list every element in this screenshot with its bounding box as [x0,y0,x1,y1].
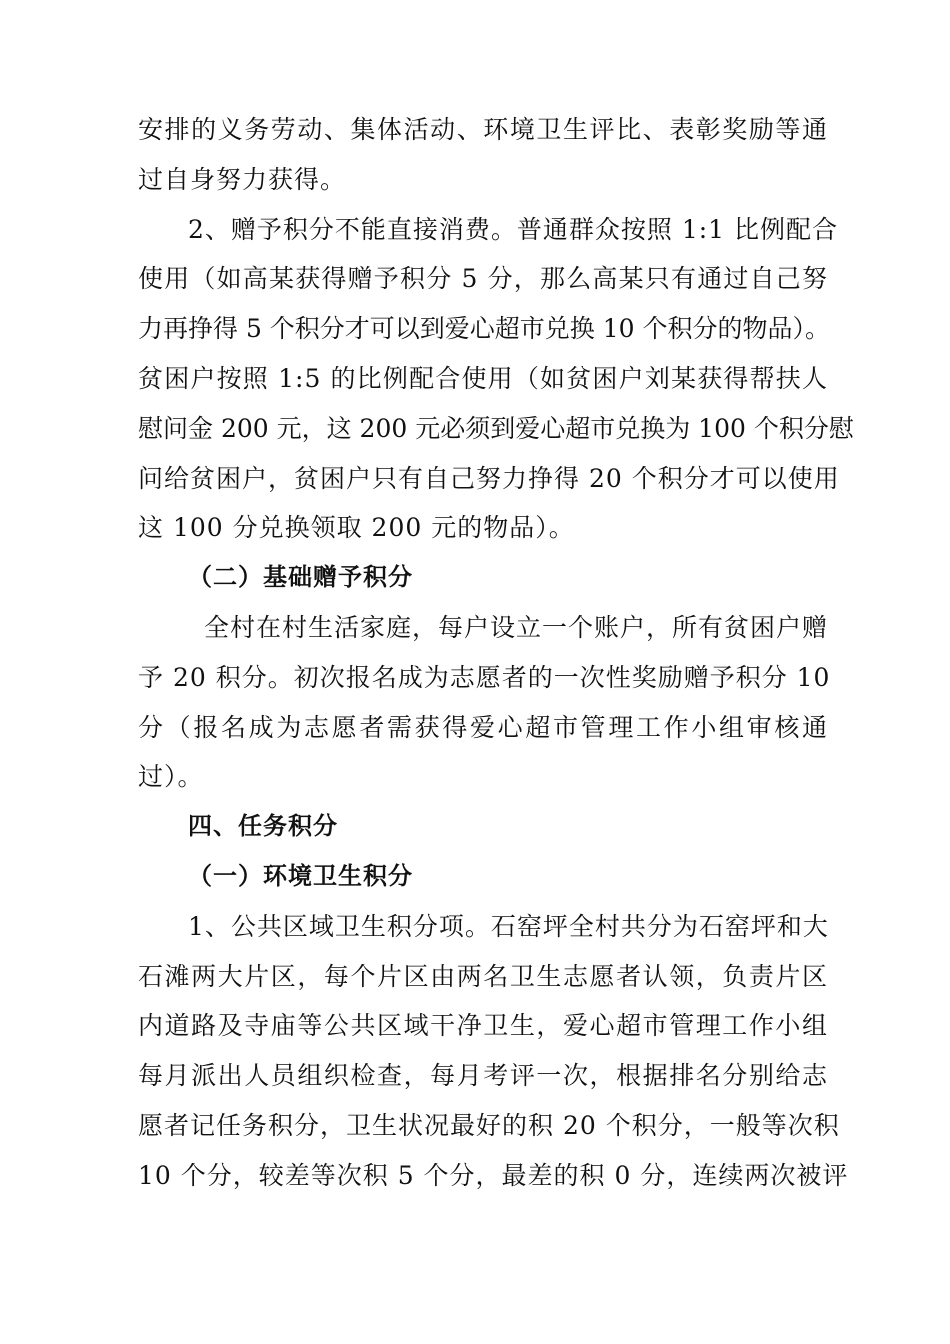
paragraph-line: 问给贫困户，贫困户只有自己努力挣得 20 个积分才可以使用 [138,463,840,493]
paragraph-line: 慰问金 200 元，这 200 元必须到爱心超市兑换为 100 个积分慰 [138,413,854,443]
paragraph-line: 石滩两大片区，每个片区由两名卫生志愿者认领，负责片区 [138,961,828,991]
section-heading: （一）环境卫生积分 [188,861,413,890]
paragraph-line: 愿者记任务积分，卫生状况最好的积 20 个积分，一般等次积 [138,1110,840,1140]
paragraph-line: 安排的义务劳动、集体活动、环境卫生评比、表彰奖励等通 [138,115,828,144]
paragraph-line: 2、赠予积分不能直接消费。普通群众按照 1:1 比例配合 [188,214,839,244]
paragraph-line: 10 个分，较差等次积 5 个分，最差的积 0 分，连续两次被评 [138,1160,849,1190]
paragraph-line: 这 100 分兑换领取 200 元的物品）。 [138,513,575,543]
section-heading: 四、任务积分 [188,812,338,841]
paragraph-line: 内道路及寺庙等公共区域干净卫生，爱心超市管理工作小组 [138,1011,828,1041]
paragraph-line: 予 20 积分。初次报名成为志愿者的一次性奖励赠予积分 10 [138,662,831,692]
paragraph-line: 使用（如高某获得赠予积分 5 分，那么高某只有通过自己努 [138,264,828,294]
paragraph-line: 每月派出人员组织检查，每月考评一次，根据排名分别给志 [138,1061,828,1091]
paragraph-line: 分（报名成为志愿者需获得爱心超市管理工作小组审核通 [138,712,828,742]
paragraph-line: 贫困户按照 1:5 的比例配合使用（如贫困户刘某获得帮扶人 [138,363,828,393]
paragraph-line: 力再挣得 5 个积分才可以到爱心超市兑换 10 个积分的物品）。 [138,314,831,344]
paragraph-line: 过自身努力获得。 [138,164,347,194]
document-page [138,105,854,1201]
paragraph-line: 全村在村生活家庭，每户设立一个账户，所有贫困户赠 [204,612,829,642]
paragraph-line: 过）。 [138,762,204,792]
paragraph-line: 1、公共区域卫生积分项。石窑坪全村共分为石窑坪和大 [188,911,829,941]
section-heading: （二）基础赠予积分 [188,563,413,592]
